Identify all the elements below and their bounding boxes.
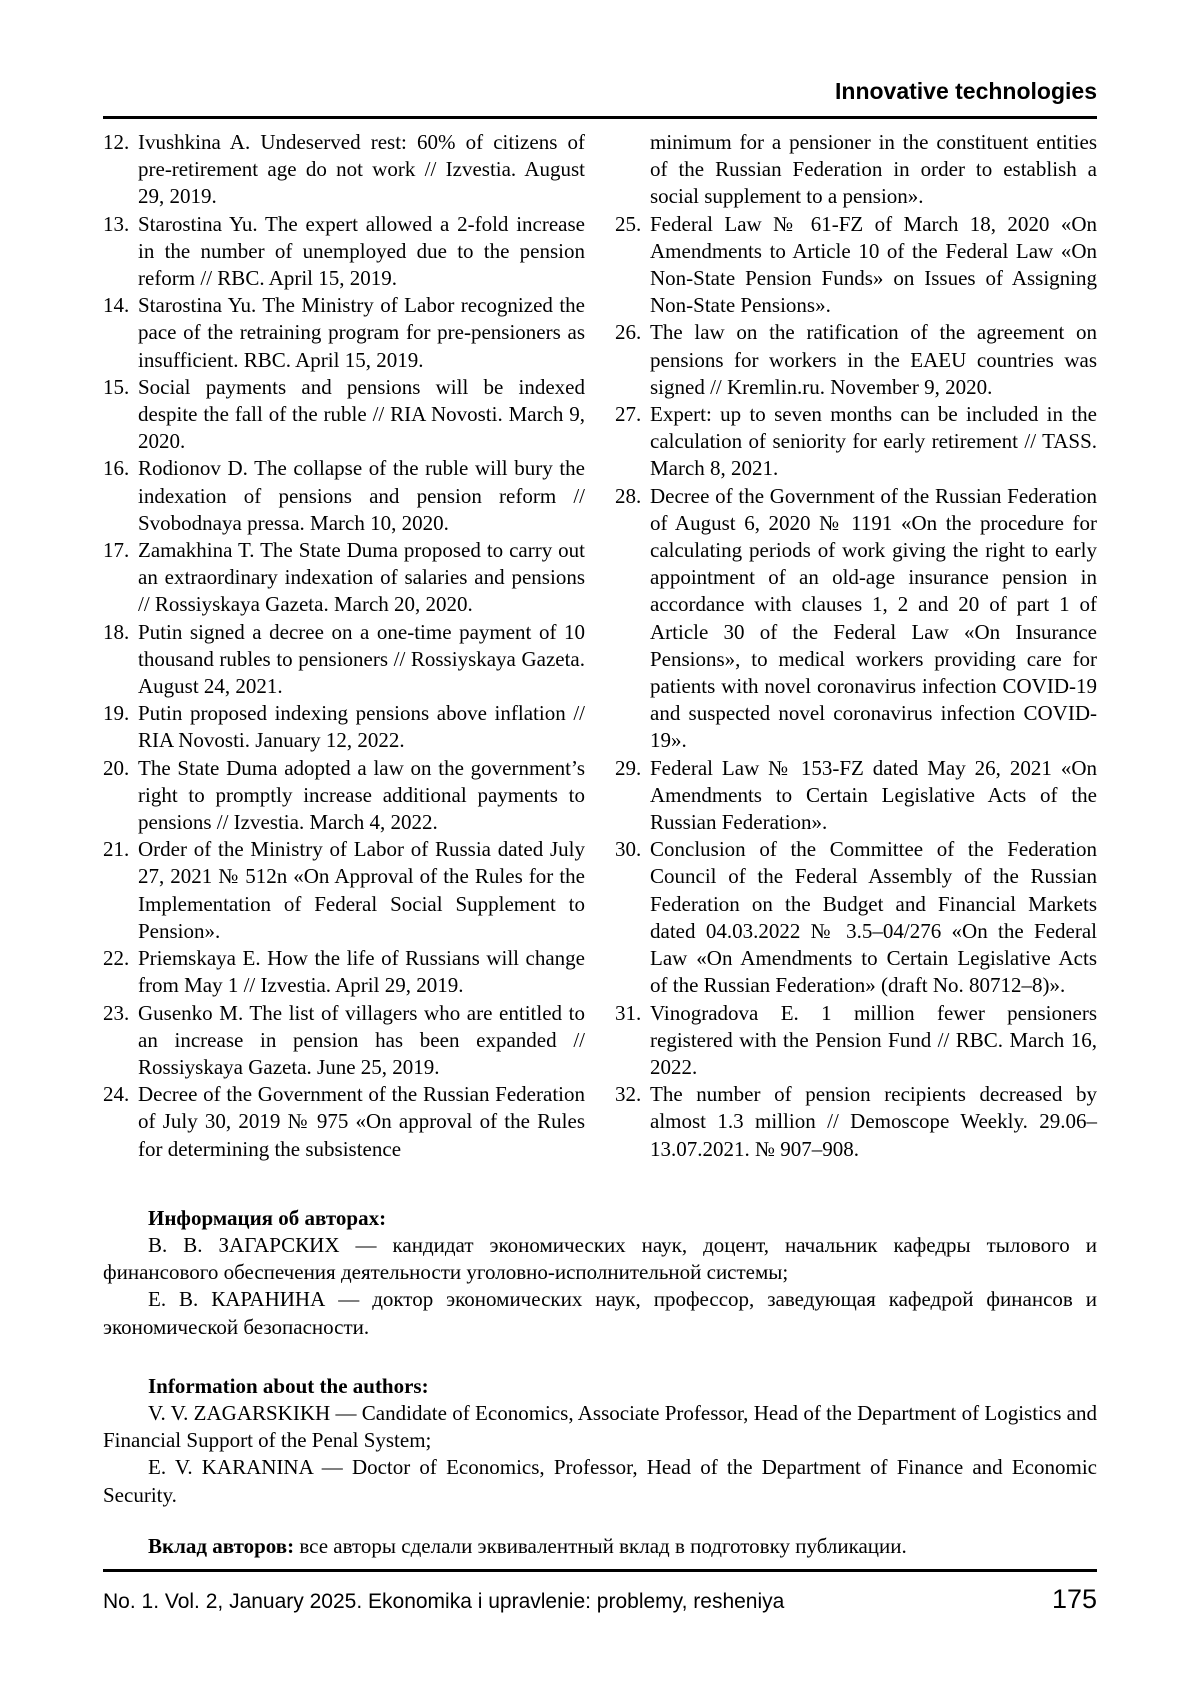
footer-journal-title: No. 1. Vol. 2, January 2025. Ekonomika i upravlenie: problemy, resheniya: [103, 1589, 785, 1613]
reference-item: [103, 374, 585, 456]
reference-text: Ivushkina A. Undeserved rest: 60% of citizens of pre-retirement age do not work // Izvestia. August 29, 2019.: [138, 130, 585, 209]
reference-number: 17.: [103, 538, 130, 563]
reference-text: Rodionov D. The collapse of the ruble will bury the indexation of pensions and pension reform // Svobodnaya pressa. March 10, 2020.: [138, 456, 585, 535]
references-column-right: [615, 129, 1097, 1163]
reference-text: Putin signed a decree on a one-time payment of 10 thousand rubles to pensioners // Rossiyskaya Gazeta. August 24, 2021.: [138, 619, 585, 699]
reference-item: [103, 945, 585, 999]
running-head: [103, 0, 1097, 104]
reference-number: 24.: [103, 1082, 130, 1107]
reference-continuation: minimum for a pensioner in the constituent entities of the Russian Federation in order to establish a social supplement to a pension».: [650, 130, 1097, 209]
reference-item: [103, 292, 585, 374]
footer: [103, 1584, 1097, 1615]
reference-item: [103, 619, 585, 701]
author-description: — доктор экономических наук, профессор, заведующая кафедрой финансов и экономической безопасности.: [103, 1287, 1098, 1339]
footer-page-number: 175: [1051, 1583, 1097, 1614]
reference-number: 25.: [615, 211, 642, 236]
reference-number: 28.: [615, 483, 642, 508]
reference-item: [615, 319, 1097, 401]
reference-text: Expert: up to seven months can be included in the calculation of seniority for early retirement // TASS. March 8, 2021.: [650, 402, 1097, 481]
reference-text: Social payments and pensions will be indexed despite the fall of the ruble // RIA Novosti. March 9, 2020.: [138, 374, 585, 454]
reference-item: [103, 537, 585, 619]
reference-number: 18.: [103, 619, 130, 644]
authors-info-en: [103, 1373, 1097, 1509]
contribution-note: [103, 1533, 1097, 1560]
contribution-label: Вклад авторов:: [148, 1533, 295, 1558]
header-divider: [103, 116, 1097, 119]
reference-item: [615, 211, 1097, 320]
author-name: В. В. ЗАГАРСКИХ: [148, 1232, 340, 1257]
authors-info-en-heading: Information about the authors:: [148, 1373, 429, 1398]
author-entry: [103, 1232, 1097, 1286]
reference-number: 27.: [615, 402, 642, 427]
reference-text: Putin proposed indexing pensions above inflation // RIA Novosti. January 12, 2022.: [138, 701, 585, 753]
reference-text: Federal Law № 153-FZ dated May 26, 2021 «On Amendments to Certain Legislative Acts of the Russian Federation».: [650, 755, 1097, 835]
reference-item: [103, 129, 585, 211]
reference-number: 15.: [103, 374, 130, 399]
reference-item: [103, 211, 585, 293]
reference-number: 19.: [103, 701, 130, 726]
reference-number: 12.: [103, 130, 130, 154]
author-entry: [103, 1400, 1097, 1454]
reference-text: The State Duma adopted a law on the government’s right to promptly increase additional payments to pensions // Izvestia. March 4, 2022.: [138, 755, 585, 835]
reference-item: [103, 836, 585, 945]
reference-text: Gusenko M. The list of villagers who are entitled to an increase in pension has been expanded // Rossiyskaya Gazeta. June 25, 2019.: [138, 1000, 585, 1079]
reference-text: Order of the Ministry of Labor of Russia dated July 27, 2021 № 512n «On Approval of the Rules for the Implementation of Federal Social Supplement to Pension».: [138, 837, 585, 943]
reference-text: Decree of the Government of the Russian Federation of August 6, 2020 № 1191 «On the procedure for calculating periods of work giving the right to early appointment of an old-age insurance pension in accordance with clauses 1, 2 and 20 of part 1 of Article 30 of the Federal Law «On Insurance Pensions», to medical workers providing care for patients with novel coronavirus infection COVID-19 and suspected novel coronavirus infection COVID-19».: [650, 483, 1097, 753]
author-description: — Candidate of Economics, Associate Professor, Head of the Department of Logistics and Financial Support of the Penal System;: [103, 1400, 1097, 1453]
reference-text: Zamakhina T. The State Duma proposed to carry out an extraordinary indexation of salaries and pensions // Rossiyskaya Gazeta. March 20, 2020.: [138, 538, 585, 617]
reference-number: 16.: [103, 456, 130, 481]
author-entry: [103, 1454, 1097, 1508]
reference-item: [103, 1081, 585, 1163]
author-description: — Doctor of Economics, Professor, Head of the Department of Finance and Economic Security.: [103, 1455, 1097, 1507]
reference-item: [615, 401, 1097, 483]
reference-number: 23.: [103, 1000, 130, 1025]
section-title: Innovative technologies: [835, 78, 1097, 104]
reference-text: Vinogradova E. 1 million fewer pensioners registered with the Pension Fund // RBC. March 16, 2022.: [650, 1000, 1097, 1079]
reference-number: 26.: [615, 320, 642, 345]
reference-text: Starostina Yu. The Ministry of Labor recognized the pace of the retraining program for pre-pensioners as insufficient. RBC. April 15, 2019.: [138, 293, 585, 372]
references-section: [103, 129, 1097, 1163]
reference-text: Starostina Yu. The expert allowed a 2-fold increase in the number of unemployed due to the pension reform // RBC. April 15, 2019.: [138, 211, 585, 291]
reference-item: [103, 455, 585, 537]
reference-item: [615, 1000, 1097, 1082]
authors-info-ru: [103, 1205, 1097, 1341]
footer-divider: [103, 1569, 1097, 1572]
reference-item: [103, 755, 585, 837]
reference-item: [615, 836, 1097, 999]
reference-number: 21.: [103, 837, 130, 862]
reference-number: 22.: [103, 946, 130, 971]
reference-item: [615, 1081, 1097, 1163]
reference-number: 13.: [103, 211, 130, 236]
reference-text: The law on the ratification of the agreement on pensions for workers in the EAEU countries was signed // Kremlin.ru. November 9, 2020.: [650, 320, 1097, 399]
reference-number: 20.: [103, 755, 130, 780]
reference-item: [615, 483, 1097, 755]
author-entry: [103, 1286, 1097, 1340]
author-name: V. V. ZAGARSKIKH: [148, 1400, 331, 1425]
reference-number: 14.: [103, 293, 130, 318]
references-column-left: [103, 129, 585, 1163]
reference-item: [615, 755, 1097, 837]
reference-text: Federal Law № 61-FZ of March 18, 2020 «On Amendments to Article 10 of the Federal Law «On Non-State Pension Funds» on Issues of Assigning Non-State Pensions».: [650, 211, 1097, 318]
author-name: E. V. KARANINA: [148, 1455, 313, 1480]
reference-item: [103, 1000, 585, 1082]
reference-text: The number of pension recipients decreased by almost 1.3 million // Demoscope Weekly. 29.06–13.07.2021. № 907–908.: [650, 1082, 1097, 1161]
author-name: Е. В. КАРАНИНА: [148, 1287, 326, 1312]
reference-text: Conclusion of the Committee of the Federation Council of the Federal Assembly of the Russian Federation on the Budget and Financial Markets dated 04.03.2022 № 3.5–04/276 «On the Federal Law «On Amendments to Certain Legislative Acts of the Russian Federation» (draft No. 80712–8)».: [650, 837, 1097, 998]
contribution-text: все авторы сделали эквивалентный вклад в подготовку публикации.: [294, 1533, 907, 1558]
reference-text: Priemskaya E. How the life of Russians will change from May 1 // Izvestia. April 29, 2019.: [138, 946, 585, 998]
reference-number: 32.: [615, 1082, 642, 1107]
reference-text: Decree of the Government of the Russian Federation of July 30, 2019 № 975 «On approval of the Rules for determining the subsistence: [138, 1082, 585, 1161]
authors-info-ru-heading: Информация об авторах:: [148, 1205, 387, 1230]
reference-number: 31.: [615, 1000, 642, 1025]
reference-number: 29.: [615, 755, 642, 780]
reference-number: 30.: [615, 837, 642, 862]
author-description: — кандидат экономических наук, доцент, начальник кафедры тылового и финансового обеспечения деятельности уголовно-исполнительной системы;: [103, 1232, 1097, 1285]
reference-item: [103, 700, 585, 754]
